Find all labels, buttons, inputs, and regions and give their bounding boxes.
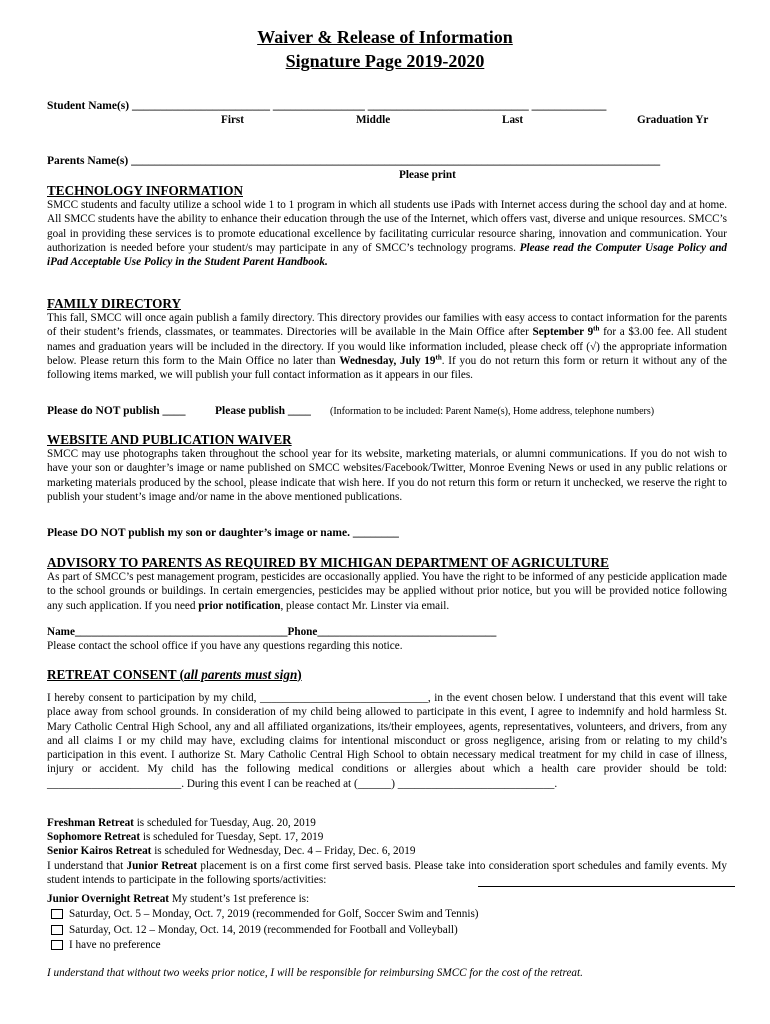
- advisory-contact: Please contact the school office if you have any questions regarding this notice.: [47, 640, 403, 652]
- family-directory-heading: FAMILY DIRECTORY: [47, 296, 181, 311]
- freshman-retreat-line: [47, 817, 316, 829]
- junior-retreat-text: [47, 859, 727, 888]
- retreat-heading-italic: all parents must sign: [184, 667, 298, 682]
- parents-name-field[interactable]: Parents Name(s) ____________________________________________________________________________________________: [47, 155, 661, 167]
- checkbox-icon[interactable]: [51, 940, 63, 950]
- advisory-body: As part of SMCC’s pest management program, pesticides are occasionally applied. You have the right to be informed of any pesticide application made to the school grounds or buildings. In certain emergencies, pesticides may be applied without prior notice, but you will be provided notice following any such application. If you need: [47, 571, 727, 612]
- retreat-option-2[interactable]: [51, 924, 458, 936]
- sports-activities-field[interactable]: [478, 886, 735, 887]
- middle-caption: Middle: [356, 114, 391, 126]
- family-date-2-sup: th: [435, 353, 442, 362]
- sophomore-retreat-date: is scheduled for Tuesday, Sept. 17, 2019: [140, 831, 324, 843]
- advisory-heading: ADVISORY TO PARENTS AS REQUIRED BY MICHIGAN DEPARTMENT OF AGRICULTURE: [47, 555, 609, 570]
- name-phone-field[interactable]: Name______________________________________Phone________________________________: [47, 626, 497, 638]
- directory-info-note: (Information to be included: Parent Name(s), Home address, telephone numbers): [330, 406, 655, 417]
- family-date-2-text: Wednesday, July 19: [339, 354, 436, 367]
- technology-body: SMCC students and faculty utilize a school wide 1 to 1 program in which all students use iPads with Internet access during the school day and at home. All SMCC students have the ability to enhance their education through the use of the Internet, which offers vast, diverse and unique resources. SMCC’s goal in providing these services is to promote educational excellence by facilitating curricular resource sharing, innovation and communication. Your authorization is needed before your student/s may participate in any of SMCC’s technology programs.: [47, 199, 727, 254]
- publish-option[interactable]: Please publish ____: [215, 405, 311, 417]
- advisory-text: [47, 570, 727, 613]
- retreat-option-1[interactable]: [51, 908, 479, 920]
- family-date-1-sup: th: [593, 324, 600, 333]
- sophomore-retreat-line: [47, 831, 323, 843]
- kairos-retreat-date: is scheduled for Wednesday, Dec. 4 – Friday, Dec. 6, 2019: [151, 845, 416, 857]
- technology-text: [47, 198, 727, 269]
- junior-retreat-post: placement is on a first come first served basis. Please take into consideration sport schedules and family events. My student intends to participate in the following sports/activities:: [47, 860, 727, 887]
- kairos-retreat-label: Senior Kairos Retreat: [47, 845, 152, 857]
- junior-retreat-pre: I understand that: [47, 860, 127, 872]
- reimbursement-notice: I understand that without two weeks prior notice, I will be responsible for reimbursing SMCC for the cost of the retreat.: [47, 967, 583, 979]
- checkbox-icon[interactable]: [51, 925, 63, 935]
- please-print-caption: Please print: [399, 169, 456, 181]
- technology-heading: TECHNOLOGY INFORMATION: [47, 183, 243, 198]
- page-title: Waiver & Release of Information: [257, 27, 513, 47]
- first-caption: First: [221, 114, 244, 126]
- advisory-tail: , please contact Mr. Linster via email.: [280, 599, 450, 612]
- website-waiver-text: SMCC may use photographs taken throughout the school year for its website, marketing materials, or alumni communications. If you do not wish to have your son or daughter’s image or name published on SMCC websites/Facebook/Twitter, Monroe Evening News or used in any public relations or marketing materials produced by the school, please indicate that wish here. If you do not return this form or return it unchecked, we reserve the right to publish your student’s image and/or name in the above mentioned publications.: [47, 448, 727, 503]
- family-text-1: This fall, SMCC will once again publish a family directory. This directory provides our families with easy access to contact information for the parents of their student’s friends, classmates, or teammates. Directories will be available in the Main Office after: [47, 312, 727, 339]
- retreat-option-2-label: Saturday, Oct. 12 – Monday, Oct. 14, 2019 (recommended for Football and Volleyball): [69, 924, 458, 936]
- retreat-heading: [47, 667, 302, 683]
- freshman-retreat-label: Freshman Retreat: [47, 817, 134, 829]
- kairos-retreat-line: [47, 845, 415, 857]
- retreat-option-3-label: I have no preference: [69, 939, 161, 951]
- checkbox-icon[interactable]: [51, 909, 63, 919]
- last-caption: Last: [502, 114, 524, 126]
- overnight-preference-prompt: My student’s 1st preference is:: [169, 893, 310, 905]
- family-date-2: [339, 355, 441, 367]
- image-optout-field[interactable]: Please DO NOT publish my son or daughter’s image or name. ________: [47, 527, 399, 539]
- family-text-3: . If you do not return this form or return it without any of the following items marked, we will publish your full contact information as it appears in our files.: [47, 354, 728, 382]
- retreat-heading-text: RETREAT CONSENT (: [47, 667, 185, 682]
- retreat-option-3[interactable]: [51, 939, 161, 951]
- student-name-field[interactable]: Student Name(s) ________________________ ________________ ____________________________ _____________: [47, 100, 607, 112]
- retreat-consent-text: I hereby consent to participation by my child, ______________________________, in the event chosen below. I understand that this event will take place away from school grounds. In consideration of my child being allowed to participate in this event, I agree to indemnify and hold harmless St. Mary Catholic Central High School, any and all affiliated organizations, its/their employees, agents, representatives, volunteers, and drivers, from any and all claims I or my child may have, excluding claims for intentional misconduct or gross negligence, arising from or relating to my child’s participation in this event. I authorize St. Mary Catholic Central High School to obtain necessary medical treatment for my child in case of illness, injury or accident. My child has the following medical conditions or allergies about which a health care provider should be told: ________________________. During this event I can be reached at (______) ____________________________.: [47, 692, 727, 790]
- overnight-retreat-label: Junior Overnight Retreat: [47, 893, 170, 905]
- family-text-2: for a $3.00 fee. All student names and graduation years will be included in the directory. If you would like information included, please check off (√) the appropriate information below. Please return this form to the Main Office no later than: [47, 326, 728, 367]
- family-date-1: [533, 326, 600, 338]
- overnight-retreat-line: [47, 893, 309, 905]
- freshman-retreat-date: is scheduled for Tuesday, Aug. 20, 2019: [133, 817, 316, 829]
- family-directory-text: [47, 311, 727, 382]
- technology-policy-note: Please read the Computer Usage Policy and iPad Acceptable Use Policy in the Student Parent Handbook.: [47, 241, 728, 269]
- sophomore-retreat-label: Sophomore Retreat: [47, 831, 141, 843]
- graduation-caption: Graduation Yr: [637, 114, 709, 126]
- retreat-option-1-label: Saturday, Oct. 5 – Monday, Oct. 7, 2019 (recommended for Golf, Soccer Swim and Tennis): [69, 908, 479, 920]
- page-subtitle: Signature Page 2019-2020: [285, 51, 485, 71]
- website-waiver-heading: WEBSITE AND PUBLICATION WAIVER: [47, 432, 292, 447]
- family-date-1-text: September 9: [532, 326, 594, 339]
- retreat-heading-end: ): [297, 667, 302, 682]
- do-not-publish-option[interactable]: Please do NOT publish ____: [47, 405, 186, 417]
- junior-retreat-label: Junior Retreat: [126, 860, 198, 872]
- advisory-prior-notification: prior notification: [198, 599, 281, 612]
